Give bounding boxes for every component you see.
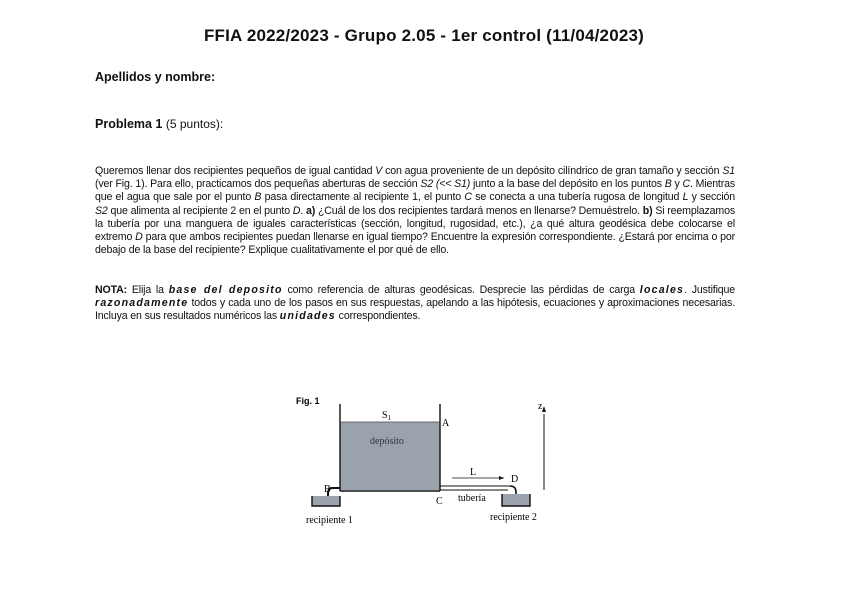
point-c-label: C (436, 496, 443, 507)
emphasis: razonadamente (95, 297, 189, 310)
emphasis: unidades (279, 310, 336, 323)
text: . Justifique (684, 284, 735, 296)
exam-title: FFIA 2022/2023 - Grupo 2.05 - 1er control (11/04/2023) (203, 26, 645, 45)
figure-caption: Fig. 1 (296, 396, 320, 406)
text: y (671, 178, 683, 191)
var: L (682, 191, 689, 204)
figure-1 (290, 390, 560, 540)
var: S1 (722, 165, 735, 177)
tank-label: depósito (370, 436, 404, 447)
text: que alimenta al recipiente 2 en el punto (107, 204, 293, 217)
var: D (135, 231, 143, 244)
text: y sección (688, 191, 735, 204)
text: Si reemplazamos la tubería por una manguera de iguales características (sección, longitud, rugosidad, etc.), ¿a qué altura geodésica debe colocarse el extremo (95, 204, 735, 244)
var: B (254, 191, 262, 204)
text: ¿Cuál de los dos recipientes tardará menos en llenarse? Demuéstrelo. (315, 204, 643, 217)
problem-points: (5 puntos): (165, 117, 224, 131)
point-b-label: B (324, 484, 331, 495)
problem-heading (95, 117, 223, 131)
length-label: L (470, 467, 477, 478)
text: correspondientes. (335, 310, 421, 323)
text: Queremos llenar dos recipientes pequeños de igual cantidad (95, 165, 376, 177)
length-arrow-head (499, 476, 504, 480)
text: pasa directamente al recipiente 1, el punto (261, 191, 465, 204)
text: todos y cada uno de los pasos en sus respuestas, apelando a las hipótesis, ecuaciones y aproximaciones necesarias. Incluya en sus resultados numéricos las (95, 297, 735, 323)
var: C (682, 178, 690, 191)
problem-statement (95, 165, 735, 257)
var: D (292, 204, 301, 217)
text: como referencia de alturas geodésicas. Desprecie las pérdidas de carga (282, 284, 640, 296)
part-b-label: b) (642, 204, 653, 217)
var: B (664, 178, 672, 191)
pipe-label: tubería (458, 493, 486, 504)
water-fill (340, 422, 440, 490)
container-1 (312, 496, 340, 506)
text: junto a la base del depósito en los puntos (470, 178, 665, 191)
point-d-label: D (511, 474, 519, 485)
text: (ver Fig. 1). Para ello, practicamos dos pequeñas aberturas de sección (95, 178, 421, 191)
note-paragraph (95, 284, 735, 324)
var: S2 (95, 204, 108, 217)
var: S2 (<< S1) (420, 178, 471, 191)
text: se conecta a una tubería rugosa de longitud (471, 191, 683, 204)
note-label: NOTA: (95, 284, 128, 296)
name-label: Apellidos y nombre: (95, 70, 216, 84)
z-axis-arrow (542, 406, 546, 412)
text: para que ambos recipientes puedan llenarse en igual tiempo? Encuentre la expresión correspondiente. ¿Estará por encima o por debajo de la base del recipiente? Explique cualitativamente el por qué de ello. (95, 231, 735, 257)
container-2-label: recipiente 2 (490, 512, 537, 523)
text: Elija la (127, 284, 169, 296)
z-axis-label: z (538, 401, 543, 412)
emphasis: base del deposito (168, 284, 283, 296)
emphasis: locales (639, 284, 685, 296)
var: C (464, 191, 472, 204)
text: con agua proveniente de un depósito cilíndrico de gran tamaño y sección (382, 165, 723, 177)
tank-diagram (290, 390, 560, 540)
var: V (375, 165, 383, 177)
point-a-label: A (442, 418, 450, 429)
text: . (300, 204, 306, 217)
part-a-label: a) (305, 204, 316, 217)
container-2 (502, 494, 530, 506)
problem-label: Problema 1 (95, 117, 163, 131)
text: . Mientras que el agua que sale por el punto (95, 178, 735, 204)
s1-label: $S_1$ (382, 410, 392, 422)
container-1-label: recipiente 1 (306, 515, 353, 526)
